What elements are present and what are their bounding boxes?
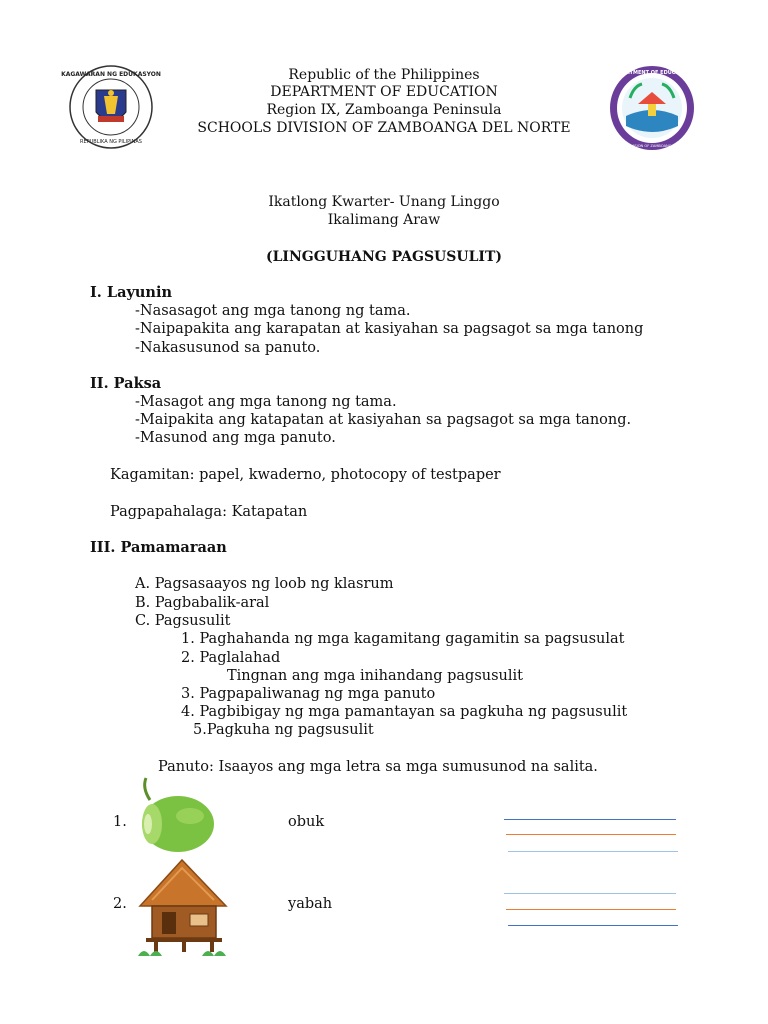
layunin-heading: I. Layunin (90, 284, 173, 301)
document-title: (LINGGUHANG PAGSUSULIT) (265, 249, 503, 265)
pamamaraan-item-c: C. Pagsusulit (135, 613, 231, 629)
day-label: Ikalimang Araw (327, 212, 441, 228)
kagamitan-text: Kagamitan: papel, kwaderno, photocopy of testpaper (110, 467, 501, 483)
question-number: 2. (113, 896, 127, 912)
pamamaraan-step: 1. Paghahanda ng mga kagamitang gagamitin sa pagsusulat (181, 631, 625, 647)
answer-line[interactable] (508, 851, 678, 852)
layunin-item: -Nakasusunod sa panuto. (135, 340, 321, 356)
header-division: SCHOOLS DIVISION OF ZAMBOANGA DEL NORTE (197, 120, 571, 136)
header-republic: Republic of the Philippines (288, 67, 480, 83)
answer-line[interactable] (504, 893, 676, 894)
answer-line[interactable] (506, 834, 676, 835)
nipa-hut-icon (134, 858, 232, 958)
layunin-item: -Nasasagot ang mga tanong ng tama. (135, 303, 411, 319)
right-seal-ring-text: DEPARTMENT OF EDUCATION (611, 70, 693, 76)
paksa-heading: II. Paksa (90, 375, 162, 392)
left-seal-bottom-text: REPUBLIKA NG PILIPINAS (80, 139, 142, 145)
pamamaraan-step-detail: Tingnan ang mga inihandang pagsusulit (227, 668, 523, 684)
pamamaraan-step: 3. Pagpapaliwanag ng mga panuto (181, 686, 436, 702)
panuto-text: Panuto: Isaayos ang mga letra sa mga sumusunod na salita. (158, 759, 598, 775)
right-seal-bottom-text: SCHOOLS DIVISION OF ZAMBOANGA DEL NORTE (608, 144, 696, 148)
header-department: DEPARTMENT OF EDUCATION (270, 84, 498, 100)
paksa-item: -Maipakita ang katapatan at kasiyahan sa pagsagot sa mga tanong. (135, 412, 632, 428)
pamamaraan-step: 4. Pagbibigay ng mga pamantayan sa pagkuha ng pagsusulit (181, 704, 628, 720)
question-word: obuk (288, 814, 325, 830)
paksa-item: -Masunod ang mga panuto. (135, 430, 336, 446)
pagpapahalaga-text: Pagpapahalaga: Katapatan (110, 504, 308, 520)
question-word: yabah (288, 896, 333, 912)
answer-line[interactable] (508, 925, 678, 926)
question-number: 1. (113, 814, 127, 830)
pamamaraan-step: 5.Pagkuha ng pagsusulit (193, 722, 374, 738)
layunin-item: -Naipapakita ang karapatan at kasiyahan sa pagsagot sa mga tanong (135, 321, 644, 337)
left-seal-ring-text: KAGAWARAN NG EDUKASYON (61, 71, 161, 78)
pamamaraan-heading: III. Pamamaraan (90, 539, 227, 556)
answer-line[interactable] (504, 819, 676, 820)
quarter-label: Ikatlong Kwarter- Unang Linggo (268, 194, 500, 210)
header-region: Region IX, Zamboanga Peninsula (266, 102, 502, 118)
pamamaraan-item-a: A. Pagsasaayos ng loob ng klasrum (135, 576, 394, 592)
pamamaraan-step: 2. Paglalahad (181, 650, 281, 666)
pamamaraan-item-b: B. Pagbabalik-aral (135, 595, 270, 611)
coconut-icon (134, 776, 224, 854)
answer-line[interactable] (506, 909, 676, 910)
paksa-item: -Masagot ang mga tanong ng tama. (135, 394, 397, 410)
